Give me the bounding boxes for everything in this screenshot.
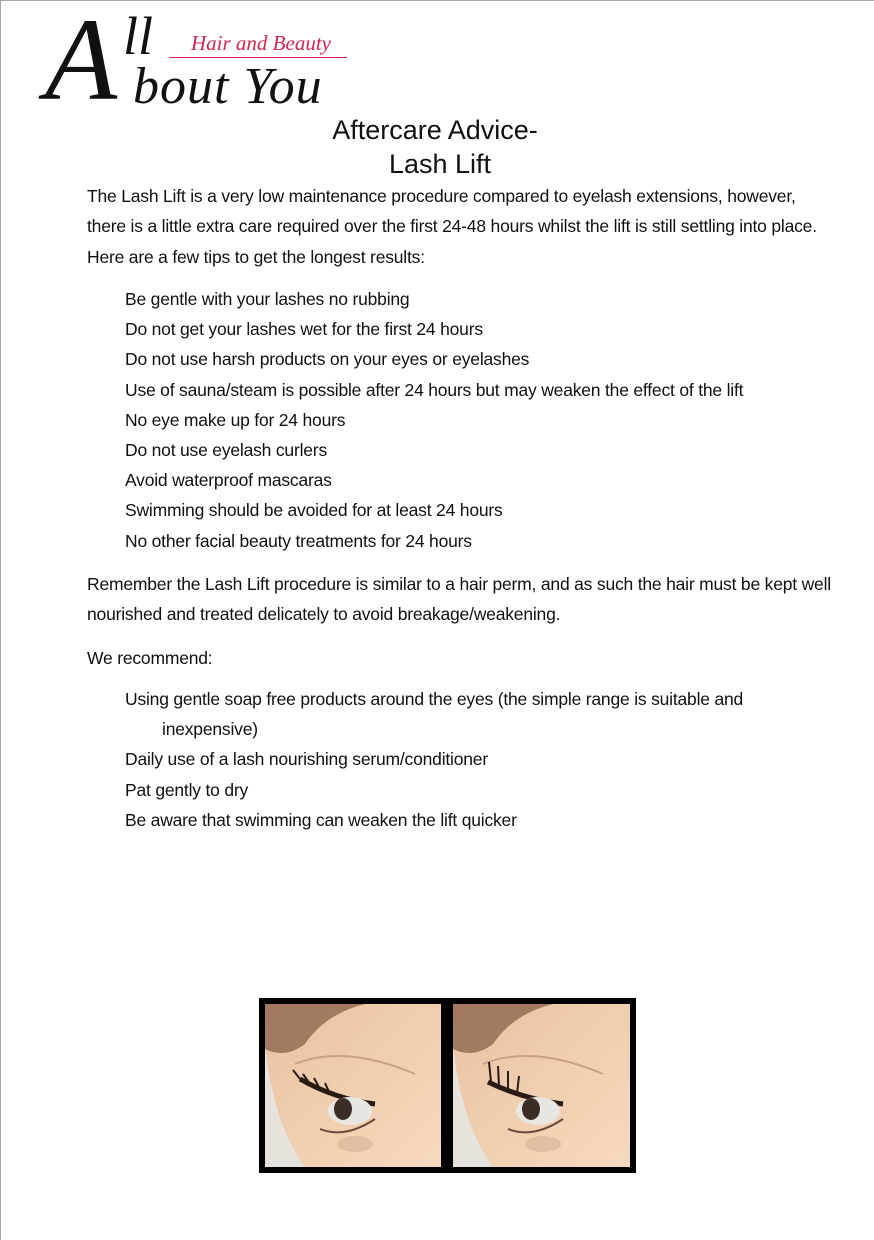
eye-image [265,1004,441,1167]
logo-ll: ll [123,6,154,66]
logo-letter-a: A [45,0,114,125]
after-eye-photo [447,998,636,1173]
recommendation-item: Pat gently to dry [125,779,249,800]
eye-image [453,1004,630,1167]
page-title-line2: Lash Lift [388,149,492,179]
recommendation-text: Using gentle soap free products around the eyes (the simple range is suitable and [125,689,744,709]
salon-logo [45,0,365,125]
tip-item: Do not use harsh products on your eyes or eyelashes [125,349,530,370]
recommendation-text-continued: inexpensive) [162,719,258,740]
reminder-paragraph: Remember the Lash Lift procedure is similar to a hair perm, and as such the hair must be kept well nourished and treated delicately to avoid breakage/weakening. [87,574,831,625]
tip-item: Avoid waterproof mascaras [125,470,332,491]
recommend-heading: We recommend: [87,648,213,668]
tip-item: No eye make up for 24 hours [125,409,346,430]
page-title-line1: Aftercare Advice- [332,115,538,145]
recommendation-item: Be aware that swimming can weaken the lift quicker [125,809,517,830]
tip-item: Do not get your lashes wet for the first 24 hours [125,319,483,340]
recommendation-item: Daily use of a lash nourishing serum/conditioner [125,749,488,770]
tip-item: Swimming should be avoided for at least 24 hours [125,500,503,521]
tip-item: Use of sauna/steam is possible after 24 hours but may weaken the effect of the lift [125,379,744,400]
tips-list [125,284,845,556]
tip-item: Be gentle with your lashes no rubbing [125,289,410,309]
tip-item: No other facial beauty treatments for 24 hours [125,530,472,551]
before-eye-photo [259,998,447,1173]
intro-paragraph: The Lash Lift is a very low maintenance procedure compared to eyelash extensions, however, there is a little extra care required over the first 24-48 hours whilst the lift is still settling into place. Here are a few tips to get the longest results: [87,186,817,267]
recommendations-list [125,684,845,835]
logo-tagline: Hair and Beauty [191,31,331,55]
recommendation-item [125,684,845,744]
logo-about-you: bout You [133,58,323,115]
tip-item: Do not use eyelash curlers [125,440,327,461]
